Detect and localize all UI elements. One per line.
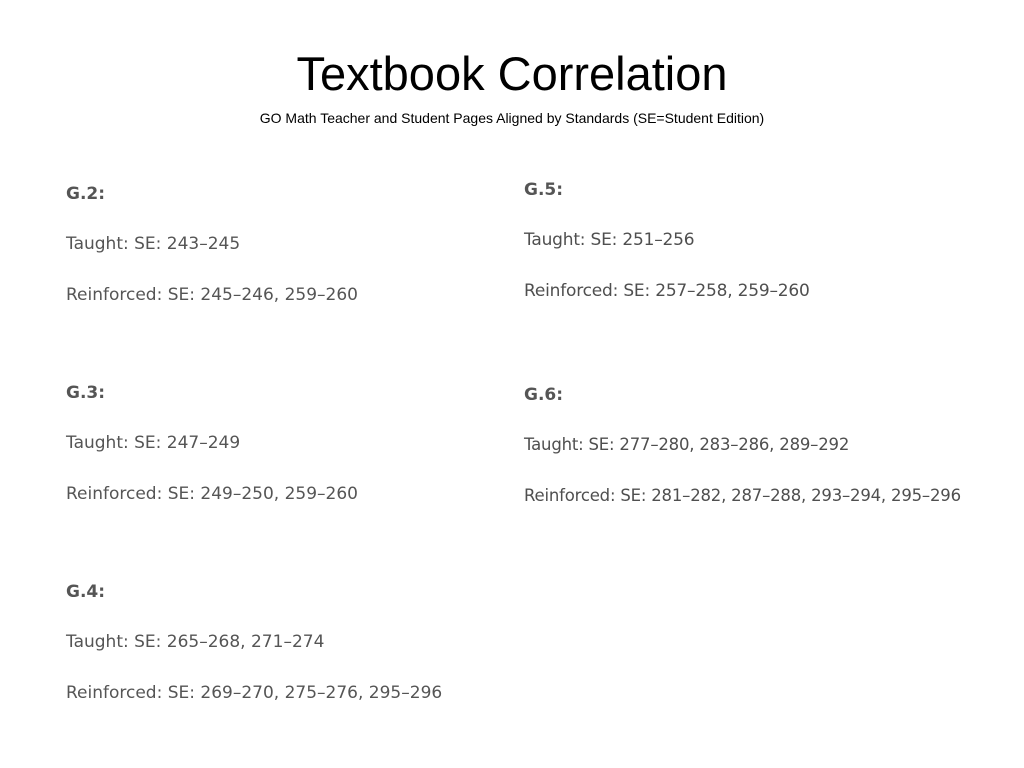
standard-heading: G.2: [66,184,106,204]
slide-subtitle: GO Math Teacher and Student Pages Aligned by Standards (SE=Student Edition) [259,110,765,126]
reinforced-pages: Reinforced: SE: 257–258, 259–260 [524,281,810,301]
taught-pages: Taught: SE: 251–256 [524,230,695,250]
taught-pages: Taught: SE: 243–245 [66,234,241,254]
slide-title: Textbook Correlation [296,47,728,100]
taught-pages: Taught: SE: 277–280, 283–286, 289–292 [524,435,850,454]
reinforced-pages: Reinforced: SE: 269–270, 275–276, 295–296 [66,683,443,703]
reinforced-pages: Reinforced: SE: 281–282, 287–288, 293–294, 295–296 [524,486,961,505]
standard-heading: G.3: [66,383,106,403]
reinforced-pages: Reinforced: SE: 249–250, 259–260 [66,484,358,504]
taught-pages: Taught: SE: 265–268, 271–274 [66,632,325,652]
taught-pages: Taught: SE: 247–249 [66,433,241,453]
reinforced-pages: Reinforced: SE: 245–246, 259–260 [66,285,358,305]
standard-heading: G.5: [524,180,564,200]
standard-heading: G.6: [524,385,564,405]
standard-heading: G.4: [66,582,106,602]
